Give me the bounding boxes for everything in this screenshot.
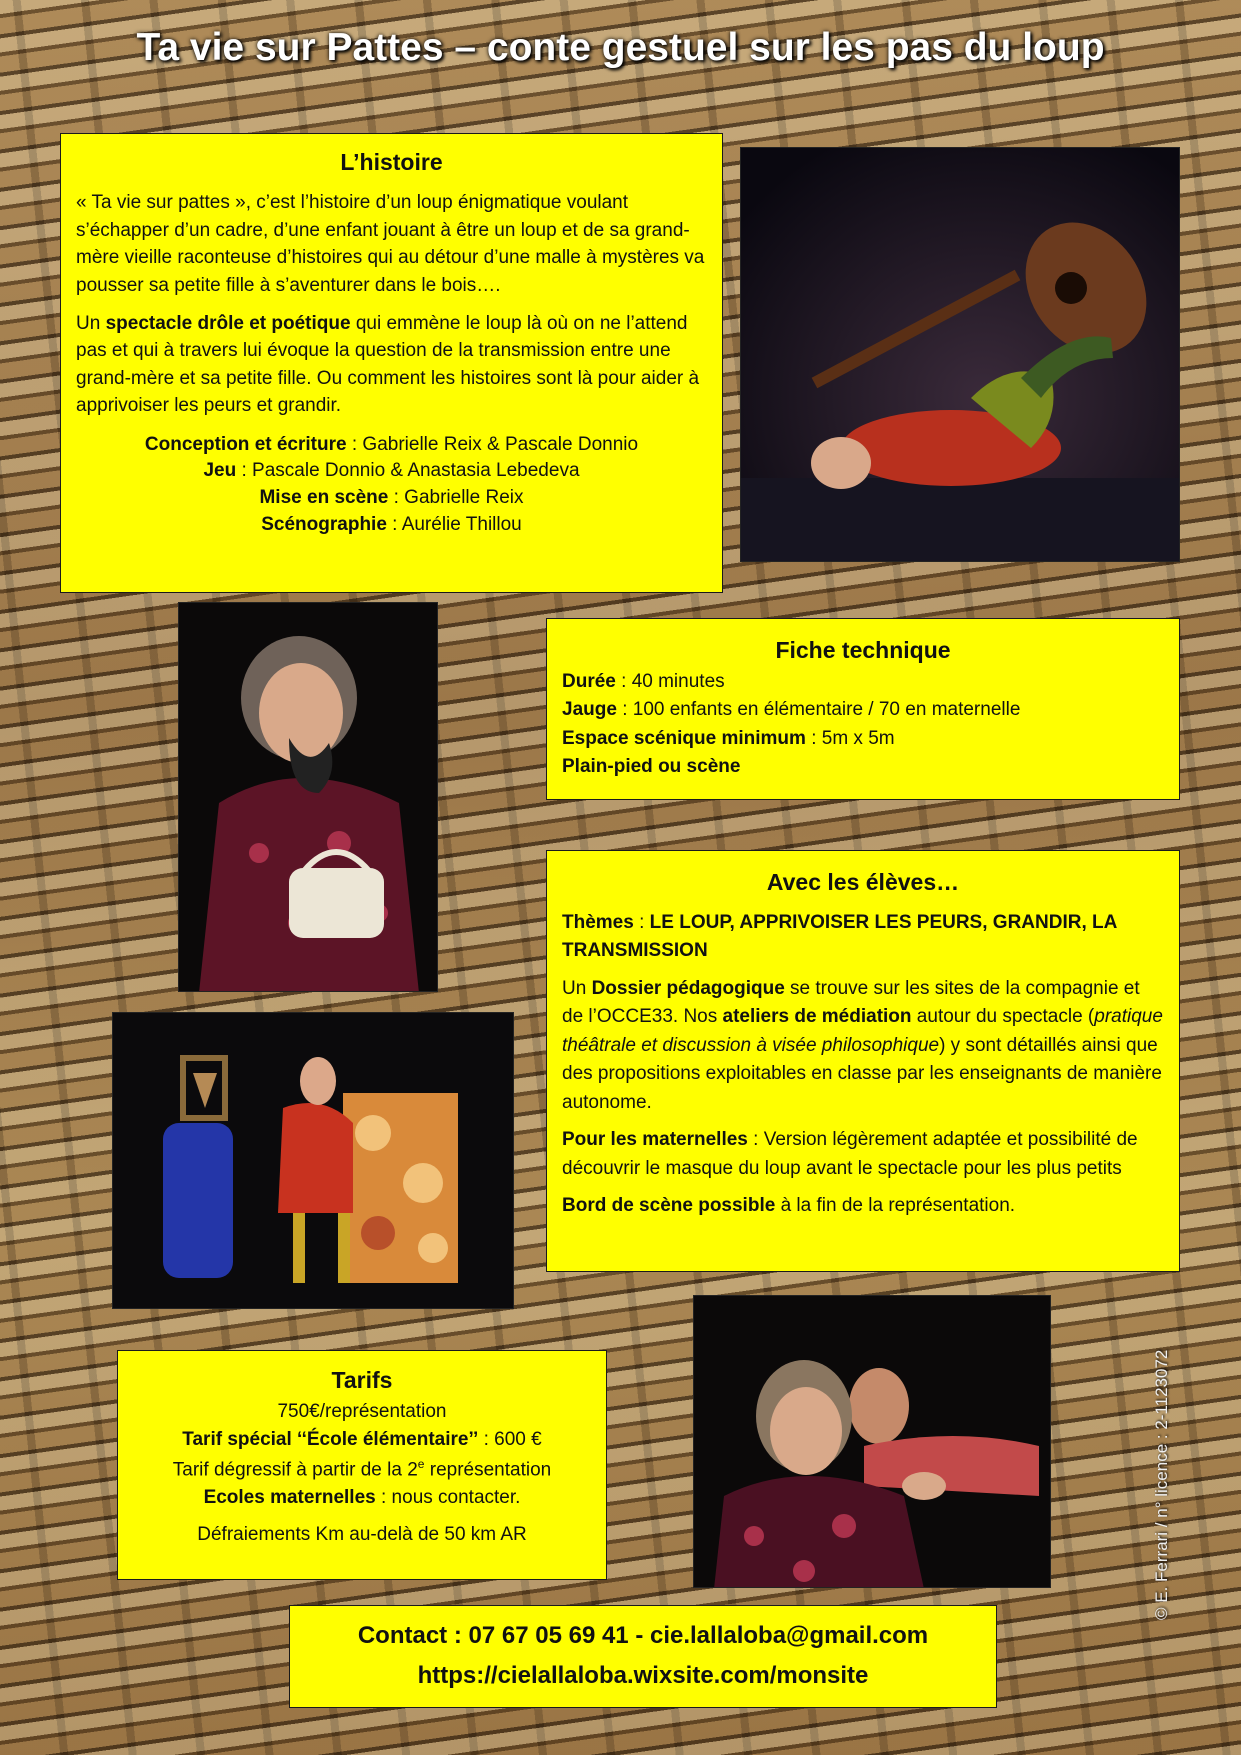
themes-value: LE LOUP, APPRIVOISER LES PEURS, GRANDIR, LA TRANSMISSION [562, 911, 1117, 961]
photo-credit: © E. Ferrari / n° licence : 2-1123072 [1152, 1349, 1171, 1620]
bord-text: à la fin de la représentation. [775, 1195, 1016, 1216]
dossier-bold: Dossier pédagogique [591, 977, 785, 999]
credit-value: : Gabrielle Reix & Pascale Donnio [346, 433, 639, 455]
tarif-maternelles-label: Ecoles maternelles [203, 1487, 376, 1509]
photo-grandmother-image [179, 603, 438, 992]
maternelles-label: Pour les maternelles [562, 1129, 748, 1150]
credit-label: Mise en scène [259, 486, 389, 508]
maternelles-text: : Version légèrement adaptée et possibilité de découvrir le masque du loup avant le spectacle pour les plus petits [562, 1129, 1138, 1179]
credit-value: : Pascale Donnio & Anastasia Lebedeva [236, 460, 580, 482]
credit-line [76, 432, 707, 459]
photo-guitar-image [741, 148, 1180, 562]
bord-de-scene-paragraph [562, 1192, 1164, 1221]
contact-phone-email[interactable]: Contact : 07 67 05 69 41 - cie.lallaloba@gmail.com [357, 1622, 929, 1649]
tarifs-box [117, 1350, 607, 1580]
credit-label: Jeu [203, 460, 237, 482]
photo-wolf-frame-image [113, 1013, 514, 1309]
themes-line [562, 909, 1164, 966]
credit-line [76, 485, 707, 512]
degressif-post: représentation [424, 1458, 552, 1480]
contact-website-link[interactable]: https://cielallaloba.wixsite.com/monsite [417, 1661, 869, 1689]
tarif-special-value: : 600 € [478, 1429, 542, 1450]
histoire-paragraph-1: « Ta vie sur pattes », c’est l’histoire d’un loup énigmatique voulant s’échapper d’un cadre, d’une enfant jouant à être un loup et de sa grand-mère vieille raconteuse d’histoires qui au détour d’une malle à mystères va pousser sa petite fille à s’aventurer dans le bois…. [76, 192, 705, 296]
credit-line [76, 458, 707, 485]
fiche-row [562, 725, 1164, 754]
dossier-text: autour du spectacle ( [911, 1006, 1095, 1027]
fiche-technique-box [546, 618, 1180, 800]
defraiements: Défraiements Km au-delà de 50 km AR [197, 1523, 527, 1545]
dossier-paragraph [562, 975, 1164, 1118]
dossier-italic: pratique théâtrale et discussion à visée philosophique [562, 1006, 1163, 1056]
histoire-paragraph-2 [76, 310, 707, 420]
credit-value: : Gabrielle Reix [388, 486, 524, 508]
fiche-row [562, 753, 1164, 782]
eleves-heading: Avec les élèves… [766, 869, 960, 895]
photo-wolf-frame [112, 1012, 514, 1309]
tarif-base: 750€/représentation [277, 1400, 447, 1422]
paragraph-2-prefix: Un [76, 312, 106, 334]
histoire-box [60, 133, 723, 593]
fiche-value: : 100 enfants en élémentaire / 70 en maternelle [616, 699, 1021, 720]
fiche-row [562, 696, 1164, 725]
photo-two-performers-image [694, 1296, 1051, 1588]
page-title: Ta vie sur Pattes – conte gestuel sur les pas du loup [136, 26, 1105, 69]
fiche-row [562, 668, 1164, 697]
credits-list [76, 432, 707, 538]
themes-sep: : [633, 911, 650, 933]
fiche-label: Espace scénique minimum [562, 727, 806, 749]
fiche-label: Plain-pied ou scène [562, 756, 741, 777]
dossier-text: Un [562, 977, 592, 999]
tarif-maternelles [128, 1484, 596, 1513]
dossier-text: se trouve sur les sites de la compagnie et de l’OCCE33. Nos [562, 977, 1140, 1027]
contact-box [289, 1605, 997, 1708]
tarif-maternelles-value: : nous contacter. [375, 1487, 521, 1509]
fiche-label: Jauge [562, 699, 617, 720]
degressif-pre: Tarif dégressif à partir de la 2 [172, 1458, 418, 1480]
histoire-heading: L’histoire [340, 149, 443, 175]
credit-line [76, 512, 707, 539]
themes-label: Thèmes [562, 911, 634, 933]
photo-guitar-performer [740, 147, 1180, 562]
credit-value: : Aurélie Thillou [386, 513, 522, 535]
avec-les-eleves-box [546, 850, 1180, 1272]
tarif-special [128, 1426, 596, 1455]
fiche-value: : 40 minutes [615, 670, 725, 692]
credit-label: Conception et écriture [144, 433, 347, 455]
paragraph-2-rest: qui emmène le loup là où on ne l’attend pas et qui à travers lui évoque la question de la transmission entre une grand-mère et sa petite fille. Ou comment les histoires sont là pour aider à apprivoiser les peurs et grandir. [76, 312, 700, 417]
fiche-heading: Fiche technique [775, 637, 951, 663]
tarif-degressif [128, 1455, 596, 1485]
degressif-sup: e [417, 1456, 425, 1471]
dossier-bold: ateliers de médiation [722, 1006, 912, 1027]
fiche-value: : 5m x 5m [805, 727, 895, 749]
fiche-label: Durée [562, 670, 616, 692]
credit-label: Scénographie [261, 513, 387, 535]
tarif-special-label: Tarif spécial ‘‘École élémentaire’’ [182, 1429, 479, 1450]
tarifs-heading: Tarifs [331, 1367, 393, 1393]
photo-two-performers [693, 1295, 1051, 1588]
photo-grandmother [178, 602, 438, 992]
bord-label: Bord de scène possible [562, 1195, 776, 1216]
maternelles-paragraph [562, 1126, 1164, 1183]
paragraph-2-bold: spectacle drôle et poétique [105, 312, 351, 334]
dossier-text: ) y sont détaillés ainsi que des propositions exploitables en classe par les enseignants de manière autonome. [562, 1034, 1162, 1113]
